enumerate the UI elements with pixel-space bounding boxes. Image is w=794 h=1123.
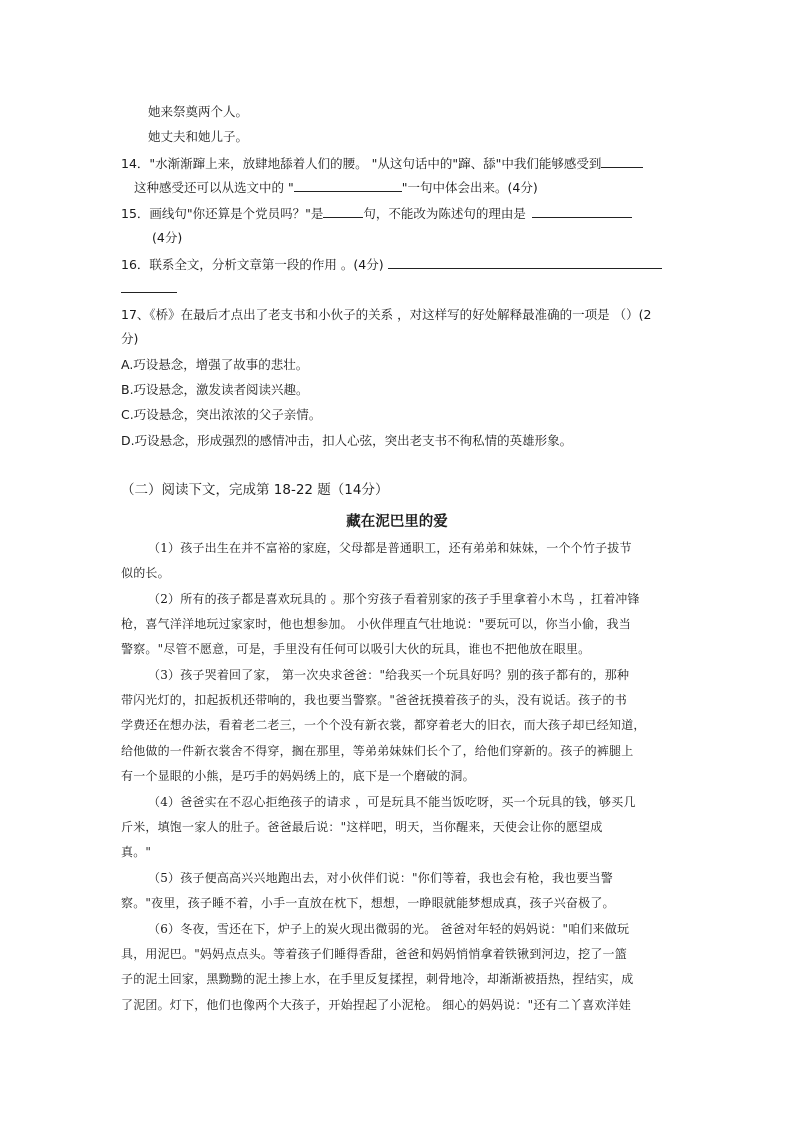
question-15	[121, 204, 632, 223]
passage-line: 带闪光灯的，扣起扳机还带响的，我也要当警察。"爸爸抚摸着孩子的头，没有说话。孩子的书	[121, 693, 627, 707]
passage-line: （6）冬夜，雪还在下，炉子上的炭火现出微弱的光。 爸爸对年轻的妈妈说："咱们来做玩	[148, 922, 630, 936]
answer-blank[interactable]	[121, 279, 177, 293]
question-17: 17、《桥》在最后才点出了老支书和小伙子的关系 ，对这样写的好处解释最准确的一项是 （）(2	[121, 307, 652, 322]
passage-line: 具，用泥巴。"妈妈点点头。等着孩子们睡得香甜，爸爸和妈妈悄悄拿着铁锹到河边，挖了一篮	[121, 947, 627, 961]
answer-blank[interactable]	[532, 204, 632, 218]
question-14-text-2a: 这种感受还可以从选文中的 "	[134, 180, 294, 195]
passage-line: （2）所有的孩子都是喜欢玩具的 。那个穷孩子看着别家的孩子手里拿着小木鸟 ，扛着冲锋	[148, 592, 640, 606]
passage-line: （1）孩子出生在并不富裕的家庭，父母都是普通职工，还有弟弟和妹妹，一个个竹子拔节	[148, 541, 632, 555]
question-15-text-b: 句，不能改为陈述句的理由是	[363, 206, 526, 221]
question-14	[121, 154, 643, 173]
answer-blank[interactable]	[294, 178, 402, 192]
option-a[interactable]: A.巧设悬念，增强了故事的悲壮。	[121, 357, 309, 372]
question-15-text-a: 15．画线句"你还算是个党员吗？"是	[121, 206, 324, 221]
passage-line: 似的长。	[121, 566, 170, 580]
answer-blank[interactable]	[601, 154, 643, 168]
option-d[interactable]: D.巧设悬念，形成强烈的感情冲击，扣人心弦，突出老支书不徇私情的英雄形象。	[121, 433, 573, 448]
answer-blank[interactable]	[323, 204, 363, 218]
section-heading: （二）阅读下文，完成第 18-22 题（14分）	[121, 482, 389, 498]
passage-line: （4）爸爸实在不忍心拒绝孩子的请求 ，可是玩具不能当饭吃呀，买一个玩具的钱，够买几	[148, 795, 636, 809]
passage-line: 真。"	[121, 845, 152, 859]
question-15-points: (4分)	[152, 230, 183, 245]
option-c[interactable]: C.巧设悬念，突出浓浓的父子亲情。	[121, 407, 322, 422]
passage-line: （3）孩子哭着回了家， 第一次央求爸爸："给我买一个玩具好吗？别的孩子都有的，那种	[148, 668, 630, 682]
passage-line: 警察。"尽管不愿意，可是，手里没有任何可以吸引大伙的玩具，谁也不把他放在眼里。	[121, 642, 591, 656]
question-17-cont: 分)	[121, 331, 139, 346]
option-b[interactable]: B.巧设悬念，激发读者阅读兴趣。	[121, 382, 309, 397]
passage-line: 了泥团。灯下，他们也像两个大孩子，开始捏起了小泥枪。 细心的妈妈说："还有二丫喜欢洋娃	[121, 998, 631, 1012]
passage-line: （5）孩子便高高兴兴地跑出去，对小伙伴们说："你们等着，我也会有枪，我也要当警	[148, 871, 613, 885]
passage-line: 察。"夜里，孩子睡不着，小手一直放在枕下，想想，一睁眼就能梦想成真，孩子兴奋极了。	[121, 896, 615, 910]
passage-line: 枪，喜气洋洋地玩过家家时，他也想参加。 小伙伴理直气壮地说："要玩可以，你当小偷，我当	[121, 617, 631, 631]
question-14-text-2b: "一句中体会出来。(4分)	[401, 180, 538, 195]
passage-line: 给他做的一件新衣裳舍不得穿，搁在那里，等弟弟妹妹们长个了，给他们穿新的。孩子的裤腿上	[121, 744, 634, 758]
question-14-cont	[134, 178, 538, 197]
question-16-text: 16．联系全文，分析文章第一段的作用 。(4分)	[121, 257, 384, 272]
passage-line: 学费还在想办法，看着老二老三，一个个没有新衣裳，都穿着老大的旧衣，而大孩子却已经知道，	[121, 718, 646, 732]
passage-line: 斤米，填饱一家人的肚子。爸爸最后说："这样吧，明天，当你醒来，天使会让你的愿望成	[121, 820, 603, 834]
passage-title: 藏在泥巴里的爱	[346, 513, 448, 530]
answer-line-1: 她来祭奠两个人。	[148, 104, 249, 119]
answer-blank[interactable]	[388, 255, 662, 269]
question-16-cont	[121, 279, 177, 298]
question-14-text: 14．"水渐渐蹿上来，放肆地舔着人们的腰。 "从这句话中的"蹿、舔"中我们能够感受到	[121, 156, 602, 171]
question-16	[121, 255, 662, 274]
passage-line: 有一个显眼的小熊，是巧手的妈妈绣上的，底下是一个磨破的洞。	[121, 769, 475, 783]
answer-line-2: 她丈夫和她儿子。	[148, 129, 249, 144]
passage-line: 子的泥土回家，黑黝黝的泥土掺上水，在手里反复揉捏，刺骨地冷，却渐渐被捂热，捏结实，成	[121, 972, 634, 986]
